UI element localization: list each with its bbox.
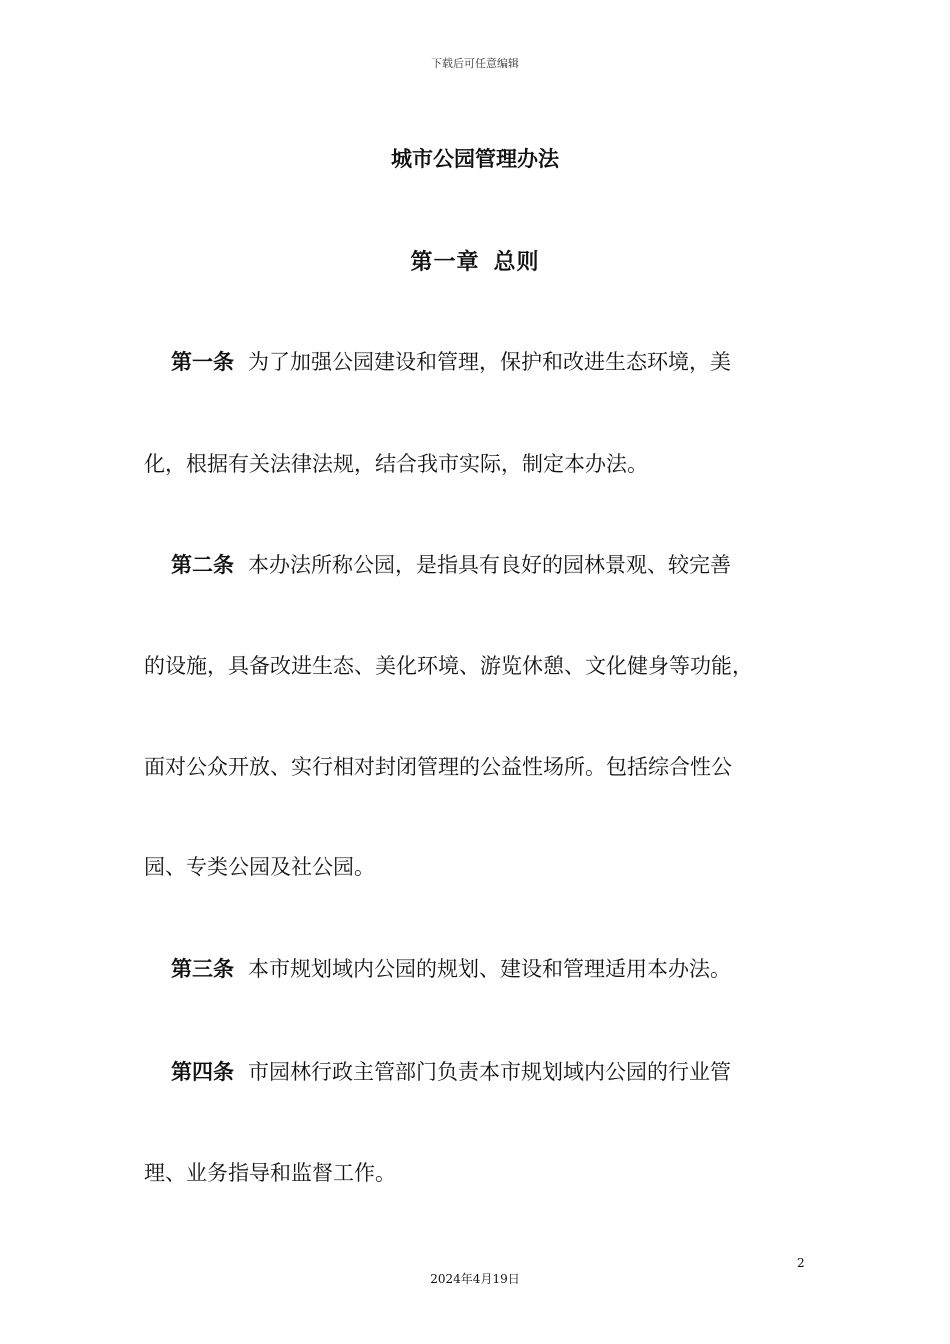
article-1-line-2: 化，根据有关法律法规，结合我市实际，制定本办法。 [144,452,648,476]
article-3-first-line [171,954,851,984]
article-2-first-line [171,550,851,580]
article-2-line-3: 面对公众开放、实行相对封闭管理的公益性场所。包括综合性公 [144,755,732,779]
article-4-first-line [171,1057,851,1087]
document-title: 城市公园管理办法 [391,147,559,171]
chapter-heading [0,245,950,276]
article-number: 第三条 [171,957,234,981]
article-number: 第四条 [171,1060,234,1084]
article-4-line-2: 理、业务指导和监督工作。 [144,1161,396,1185]
article-1-first-line [171,347,851,377]
chapter-name: 总则 [493,250,540,275]
article-text: 市园林行政主管部门负责本市规划域内公园的行业管 [248,1060,731,1084]
article-number: 第二条 [171,553,234,577]
article-text: 为了加强公园建设和管理，保护和改进生态环境，美 [248,350,731,374]
article-number: 第一条 [171,350,234,374]
article-text: 本办法所称公园，是指具有良好的园林景观、较完善 [248,553,731,577]
chapter-number: 第一章 [410,250,480,275]
article-2-line-4: 园、专类公园及社公园。 [144,855,375,879]
header-note: 下载后可任意编辑 [431,57,519,70]
page-number: 2 [797,1256,805,1270]
article-text: 本市规划域内公园的规划、建设和管理适用本办法。 [248,957,731,981]
footer-date: 2024年4月19日 [430,1272,520,1286]
article-2-line-2: 的设施，具备改进生态、美化环境、游览休憩、文化健身等功能， [144,654,753,678]
